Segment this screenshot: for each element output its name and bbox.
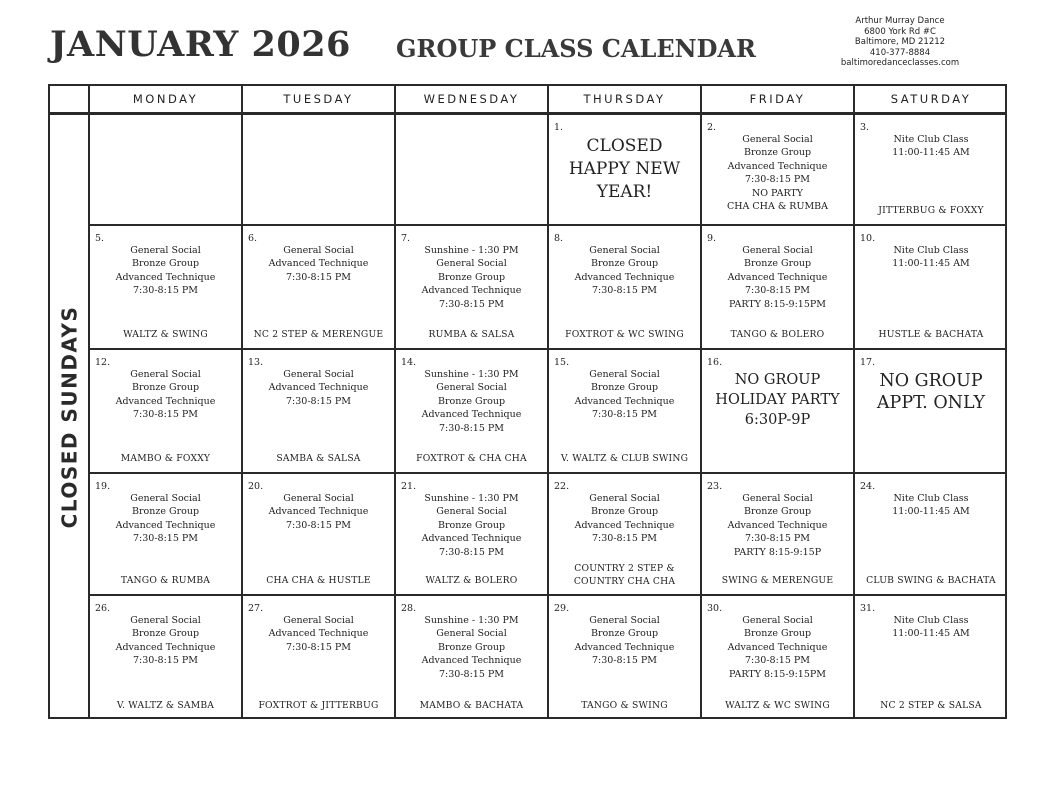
schedule-line: Advanced Technique — [574, 271, 675, 283]
dance-line: FOXTROT & JITTERBUG — [258, 700, 379, 711]
dance-line: FOXTROT & CHA CHA — [416, 453, 527, 464]
schedule-line: 7:30-8:15 PM — [591, 655, 657, 667]
schedule-line: General Social — [130, 493, 201, 504]
notice-line: NO GROUP — [879, 371, 983, 391]
day-number: 14. — [401, 357, 417, 368]
class-schedule — [549, 244, 700, 298]
day-header-tuesday: TUESDAY — [243, 86, 396, 115]
calendar-day-cell — [243, 115, 396, 226]
day-number: 8. — [554, 233, 564, 244]
calendar-day-cell — [243, 226, 396, 350]
dance-line: JITTERBUG & FOXXY — [878, 205, 984, 216]
schedule-line: General Social — [742, 245, 813, 256]
day-number: 7. — [401, 233, 411, 244]
dance-line: V. WALTZ & SAMBA — [116, 700, 215, 711]
schedule-line: Advanced Technique — [421, 655, 522, 667]
class-schedule — [855, 614, 1007, 641]
dance-line: WALTZ & WC SWING — [725, 700, 830, 711]
schedule-line: Sunshine - 1:30 PM — [424, 245, 519, 256]
schedule-line: Advanced Technique — [727, 160, 828, 172]
header-corner — [50, 86, 90, 115]
calendar-day-cell — [855, 226, 1007, 350]
dance-line: FOXTROT & WC SWING — [565, 329, 684, 340]
calendar-day-cell — [549, 596, 702, 719]
class-schedule — [549, 614, 700, 668]
schedule-line: Advanced Technique — [421, 409, 522, 421]
schedule-line: General Social — [742, 493, 813, 504]
schedule-line: General Social — [436, 382, 507, 394]
featured-dances — [549, 328, 700, 341]
calendar-day-cell — [702, 474, 855, 596]
class-schedule — [90, 614, 241, 668]
schedule-line: Bronze Group — [131, 628, 200, 640]
schedule-line: Advanced Technique — [727, 641, 828, 653]
class-schedule — [243, 368, 394, 408]
schedule-line: General Social — [589, 493, 660, 504]
schedule-line: Advanced Technique — [268, 258, 369, 270]
schedule-line: Bronze Group — [743, 258, 812, 270]
schedule-line: Sunshine - 1:30 PM — [424, 369, 519, 380]
notice-line: HAPPY NEW — [568, 159, 681, 179]
schedule-line: 7:30-8:15 PM — [438, 546, 504, 558]
schedule-line: Bronze Group — [743, 506, 812, 518]
schedule-line: 7:30-8:15 PM — [591, 285, 657, 297]
month-title: JANUARY 2026 — [50, 24, 351, 65]
dance-line: V. WALTZ & CLUB SWING — [560, 453, 689, 464]
featured-dances — [90, 699, 241, 712]
calendar-day-cell — [243, 596, 396, 719]
dance-line: HUSTLE & BACHATA — [878, 329, 984, 340]
featured-dances — [855, 204, 1007, 217]
day-number: 26. — [95, 603, 111, 614]
day-number: 6. — [248, 233, 258, 244]
featured-dances — [855, 574, 1007, 587]
schedule-line: Bronze Group — [590, 628, 659, 640]
class-schedule — [243, 614, 394, 654]
schedule-line: Bronze Group — [743, 147, 812, 159]
studio-website: baltimoredanceclasses.com — [840, 58, 960, 68]
day-number: 30. — [707, 603, 723, 614]
special-notice — [855, 370, 1007, 414]
schedule-line: Nite Club Class — [893, 615, 969, 626]
schedule-line: Advanced Technique — [574, 519, 675, 531]
schedule-line: 7:30-8:15 PM — [591, 533, 657, 545]
class-schedule — [549, 492, 700, 546]
day-number: 31. — [860, 603, 876, 614]
featured-dances — [90, 574, 241, 587]
dance-line: RUMBA & SALSA — [428, 329, 515, 340]
schedule-line: Advanced Technique — [421, 285, 522, 297]
day-number: 12. — [95, 357, 111, 368]
schedule-line: General Social — [283, 369, 354, 380]
featured-dances — [396, 574, 547, 587]
calendar-day-cell — [396, 226, 549, 350]
studio-city: Baltimore, MD 21212 — [854, 37, 946, 47]
schedule-line: 7:30-8:15 PM — [438, 298, 504, 310]
day-number: 10. — [860, 233, 876, 244]
featured-dances — [243, 452, 394, 465]
featured-dances — [396, 699, 547, 712]
day-number: 21. — [401, 481, 417, 492]
dance-line: TANGO & BOLERO — [730, 329, 825, 340]
notice-line: APPT. ONLY — [876, 393, 986, 413]
schedule-line: 7:30-8:15 PM — [438, 668, 504, 680]
day-header-friday: FRIDAY — [702, 86, 855, 115]
featured-dances — [549, 452, 700, 465]
calendar-day-cell — [90, 350, 243, 474]
dance-line: WALTZ & BOLERO — [425, 575, 518, 586]
dance-line: CLUB SWING & BACHATA — [866, 575, 996, 586]
featured-dances — [702, 574, 853, 587]
schedule-line: 7:30-8:15 PM — [132, 409, 198, 421]
class-schedule — [396, 368, 547, 435]
dance-line: COUNTRY CHA CHA — [573, 576, 676, 587]
day-number: 23. — [707, 481, 723, 492]
studio-street: 6800 York Rd #C — [864, 26, 936, 37]
dance-line: WALTZ & SWING — [123, 329, 208, 340]
calendar-day-cell — [396, 115, 549, 226]
schedule-line: 7:30-8:15 PM — [285, 271, 351, 283]
schedule-line: Sunshine - 1:30 PM — [424, 493, 519, 504]
schedule-line: General Social — [742, 615, 813, 626]
featured-dances — [90, 452, 241, 465]
schedule-line: Bronze Group — [743, 628, 812, 640]
class-schedule — [90, 492, 241, 546]
schedule-line: Nite Club Class — [893, 134, 969, 145]
calendar-day-cell — [855, 474, 1007, 596]
calendar-day-cell — [396, 350, 549, 474]
schedule-line: Advanced Technique — [574, 641, 675, 653]
schedule-line: General Social — [283, 493, 354, 504]
day-number: 3. — [860, 122, 870, 133]
day-header-saturday: SATURDAY — [855, 86, 1007, 115]
schedule-line: Advanced Technique — [115, 271, 216, 283]
schedule-line: 7:30-8:15 PM — [744, 533, 810, 545]
class-schedule — [396, 244, 547, 311]
notice-line: CLOSED — [586, 136, 663, 156]
schedule-line: Bronze Group — [590, 258, 659, 270]
class-schedule — [243, 492, 394, 532]
schedule-line: NO PARTY — [751, 187, 804, 199]
day-header-wednesday: WEDNESDAY — [396, 86, 549, 115]
schedule-line: 11:00-11:45 AM — [892, 506, 970, 518]
schedule-line: Bronze Group — [131, 506, 200, 518]
calendar-day-cell — [549, 350, 702, 474]
studio-info — [838, 16, 962, 69]
dance-line: COUNTRY 2 STEP & — [574, 563, 675, 574]
class-schedule — [702, 133, 853, 213]
class-schedule — [702, 244, 853, 311]
calendar-day-cell — [702, 226, 855, 350]
schedule-line: General Social — [130, 369, 201, 380]
featured-dances — [855, 328, 1007, 341]
calendar-day-cell — [243, 474, 396, 596]
day-number: 29. — [554, 603, 570, 614]
day-number: 28. — [401, 603, 417, 614]
class-schedule — [702, 614, 853, 681]
featured-dances — [549, 562, 700, 588]
calendar-day-cell — [90, 596, 243, 719]
schedule-line: Bronze Group — [437, 641, 506, 653]
schedule-line: Nite Club Class — [893, 493, 969, 504]
featured-dances — [243, 699, 394, 712]
schedule-line: Sunshine - 1:30 PM — [424, 615, 519, 626]
class-schedule — [855, 492, 1007, 519]
calendar-day-cell — [855, 596, 1007, 719]
schedule-line: Advanced Technique — [421, 533, 522, 545]
schedule-line: Advanced Technique — [727, 271, 828, 283]
calendar-day-cell — [549, 226, 702, 350]
calendar-day-cell — [549, 474, 702, 596]
schedule-line: General Social — [130, 245, 201, 256]
schedule-line: Advanced Technique — [268, 628, 369, 640]
schedule-line: Bronze Group — [437, 271, 506, 283]
special-notice — [702, 370, 853, 430]
calendar-day-cell — [90, 115, 243, 226]
closed-sundays-label: CLOSED SUNDAYS — [57, 305, 81, 529]
schedule-line: 7:30-8:15 PM — [132, 655, 198, 667]
schedule-line: General Social — [283, 615, 354, 626]
schedule-line: Advanced Technique — [268, 506, 369, 518]
day-number: 24. — [860, 481, 876, 492]
schedule-line: 7:30-8:15 PM — [744, 285, 810, 297]
day-number: 15. — [554, 357, 570, 368]
class-schedule — [855, 133, 1007, 160]
schedule-line: 7:30-8:15 PM — [438, 422, 504, 434]
schedule-line: General Social — [436, 628, 507, 640]
schedule-line: Bronze Group — [131, 382, 200, 394]
featured-dances — [396, 452, 547, 465]
schedule-line: Bronze Group — [131, 258, 200, 270]
dance-line: TANGO & RUMBA — [120, 575, 211, 586]
featured-dances — [549, 699, 700, 712]
class-schedule — [90, 244, 241, 298]
schedule-line: PARTY 8:15-9:15P — [733, 546, 822, 558]
featured-dances — [855, 699, 1007, 712]
schedule-line: CHA CHA & RUMBA — [726, 201, 829, 213]
schedule-line: General Social — [283, 245, 354, 256]
dance-line: SAMBA & SALSA — [276, 453, 361, 464]
notice-line: NO GROUP — [734, 372, 821, 388]
calendar-day-cell — [396, 596, 549, 719]
featured-dances — [702, 328, 853, 341]
featured-dances — [243, 574, 394, 587]
schedule-line: Advanced Technique — [115, 519, 216, 531]
class-schedule — [396, 614, 547, 681]
dance-line: CHA CHA & HUSTLE — [266, 575, 371, 586]
schedule-line: Bronze Group — [437, 395, 506, 407]
calendar-day-cell — [243, 350, 396, 474]
calendar-day-cell — [90, 474, 243, 596]
schedule-line: Bronze Group — [590, 382, 659, 394]
schedule-line: 7:30-8:15 PM — [285, 519, 351, 531]
schedule-line: General Social — [130, 615, 201, 626]
dance-line: SWING & MERENGUE — [721, 575, 834, 586]
schedule-line: 7:30-8:15 PM — [132, 533, 198, 545]
schedule-line: Advanced Technique — [115, 395, 216, 407]
class-schedule — [702, 492, 853, 559]
schedule-line: Advanced Technique — [268, 382, 369, 394]
calendar-day-cell — [549, 115, 702, 226]
featured-dances — [702, 699, 853, 712]
calendar-day-cell — [702, 596, 855, 719]
day-number: 20. — [248, 481, 264, 492]
schedule-line: General Social — [436, 506, 507, 518]
class-schedule — [549, 368, 700, 422]
day-number: 9. — [707, 233, 717, 244]
schedule-line: Bronze Group — [590, 506, 659, 518]
schedule-line: Nite Club Class — [893, 245, 969, 256]
class-schedule — [396, 492, 547, 559]
schedule-line: General Social — [742, 134, 813, 145]
day-header-monday: MONDAY — [90, 86, 243, 115]
featured-dances — [243, 328, 394, 341]
notice-line: YEAR! — [596, 182, 653, 202]
schedule-line: 7:30-8:15 PM — [744, 655, 810, 667]
day-number: 19. — [95, 481, 111, 492]
schedule-line: Bronze Group — [437, 519, 506, 531]
calendar-day-cell — [702, 350, 855, 474]
schedule-line: PARTY 8:15-9:15PM — [729, 298, 826, 310]
class-schedule — [90, 368, 241, 422]
class-schedule — [243, 244, 394, 284]
schedule-line: General Social — [589, 369, 660, 380]
special-notice — [549, 135, 700, 204]
featured-dances — [396, 328, 547, 341]
dance-line: NC 2 STEP & SALSA — [880, 700, 982, 711]
day-header-thursday: THURSDAY — [549, 86, 702, 115]
schedule-line: 7:30-8:15 PM — [132, 285, 198, 297]
calendar-subtitle: GROUP CLASS CALENDAR — [396, 34, 756, 63]
schedule-line: Advanced Technique — [727, 519, 828, 531]
schedule-line: General Social — [436, 258, 507, 270]
day-number: 1. — [554, 122, 564, 133]
calendar-day-cell — [702, 115, 855, 226]
dance-line: MAMBO & BACHATA — [419, 700, 524, 711]
schedule-line: General Social — [589, 615, 660, 626]
notice-line: 6:30P-9P — [744, 412, 811, 428]
day-number: 5. — [95, 233, 105, 244]
featured-dances — [90, 328, 241, 341]
schedule-line: 11:00-11:45 AM — [892, 147, 970, 159]
calendar-day-cell — [90, 226, 243, 350]
dance-line: TANGO & SWING — [581, 700, 668, 711]
day-number: 22. — [554, 481, 570, 492]
calendar-day-cell — [396, 474, 549, 596]
day-number: 16. — [707, 357, 723, 368]
notice-line: HOLIDAY PARTY — [715, 392, 840, 408]
studio-phone: 410-377-8884 — [869, 47, 931, 58]
schedule-line: Advanced Technique — [115, 641, 216, 653]
calendar-day-cell — [855, 115, 1007, 226]
dance-line: MAMBO & FOXXY — [120, 453, 211, 464]
day-number: 17. — [860, 357, 876, 368]
schedule-line: 11:00-11:45 AM — [892, 258, 970, 270]
closed-sundays-column — [50, 115, 90, 719]
schedule-line: 7:30-8:15 PM — [744, 174, 810, 186]
schedule-line: 7:30-8:15 PM — [285, 641, 351, 653]
calendar-day-cell — [855, 350, 1007, 474]
class-schedule — [855, 244, 1007, 271]
schedule-line: 7:30-8:15 PM — [285, 395, 351, 407]
schedule-line: Advanced Technique — [574, 395, 675, 407]
day-number: 27. — [248, 603, 264, 614]
schedule-line: 11:00-11:45 AM — [892, 628, 970, 640]
schedule-line: General Social — [589, 245, 660, 256]
day-number: 13. — [248, 357, 264, 368]
schedule-line: 7:30-8:15 PM — [591, 409, 657, 421]
schedule-line: PARTY 8:15-9:15PM — [729, 668, 826, 680]
day-number: 2. — [707, 122, 717, 133]
dance-line: NC 2 STEP & MERENGUE — [253, 329, 384, 340]
calendar-grid — [48, 84, 1007, 719]
studio-name: Arthur Murray Dance — [855, 16, 945, 26]
